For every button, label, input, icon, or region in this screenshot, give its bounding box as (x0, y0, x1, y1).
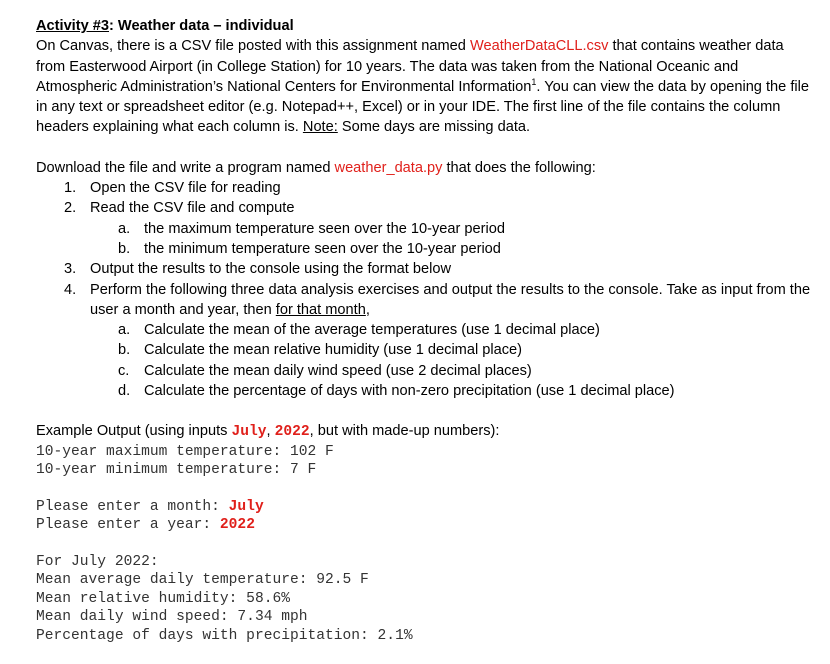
list-item (36, 280, 816, 402)
step-text: Open the CSV file for reading (90, 180, 281, 197)
step2-sublist (90, 219, 816, 260)
intro-text-2: that contains weather data from Easterwood Airport (in College Station) for 10 years. The data was taken from the National Oceanic and Atmospheric Administration’s National Centers for Environmental Information (36, 38, 784, 95)
csv-filename: WeatherDataCLL.csv (469, 38, 609, 55)
steps-list (36, 178, 816, 401)
sub-list-item (90, 340, 816, 360)
download-instruction (36, 158, 816, 178)
step-text: Perform the following three data analysis exercises and output the results to the console. Take as input from the user a month and year, then (90, 281, 811, 318)
sub-text: Calculate the mean relative humidity (use 1 decimal place) (144, 342, 522, 359)
intro-text-4: Some days are missing data. (337, 119, 531, 136)
output-header: For July 2022: (36, 553, 159, 570)
list-item (36, 178, 816, 198)
sub-list-item (90, 381, 816, 401)
month-prompt-text: Please enter a month: (36, 498, 229, 515)
sub-list-item (90, 219, 816, 239)
year-input-value: 2022 (219, 517, 255, 534)
intro-text-3: . You can view the data by opening the file in any text or spreadsheet editor (e.g. Notepad++, Excel) or in your IDE. The first line of the file contains the column headers explaining what each column is. (36, 78, 809, 136)
example-month: July (231, 424, 267, 441)
sub-list-item (90, 361, 816, 381)
sub-letter: c. (118, 362, 130, 379)
sub-text: Calculate the percentage of days with non-zero precipitation (use 1 decimal place) (144, 383, 675, 400)
output-max-line: 10-year maximum temperature: 102 F (36, 443, 334, 460)
output-mean-humidity: Mean relative humidity: 58.6% (36, 590, 290, 607)
step4-sublist (90, 320, 816, 401)
example-output (36, 443, 816, 646)
sub-text: Calculate the mean daily wind speed (use 2 decimal places) (144, 362, 532, 379)
sub-letter: b. (118, 240, 131, 257)
step-tail: , (365, 301, 370, 318)
sub-text: the minimum temperature seen over the 10-year period (144, 240, 501, 257)
year-prompt-text: Please enter a year: (36, 517, 220, 534)
example-text-2: , but with made-up numbers): (309, 423, 500, 440)
list-item (36, 259, 816, 279)
output-year-prompt (36, 516, 816, 535)
intro-text-1: On Canvas, there is a CSV file posted with this assignment named (36, 38, 470, 55)
step-number: 3. (64, 261, 77, 278)
step-number: 2. (64, 200, 77, 217)
example-year: 2022 (274, 424, 310, 441)
download-text-1: Download the file and write a program named (36, 159, 335, 176)
program-filename: weather_data.py (334, 159, 443, 176)
download-text-2: that does the following: (442, 159, 596, 176)
footnote-marker: 1 (531, 77, 537, 88)
sub-text: Calculate the mean of the average temperatures (use 1 decimal place) (144, 322, 600, 339)
activity-number: Activity #3 (36, 18, 110, 34)
sub-list-item (90, 320, 816, 340)
note-label: Note: (302, 119, 338, 136)
example-sep: , (266, 423, 275, 440)
output-min-line: 10-year minimum temperature: 7 F (36, 462, 317, 479)
sub-letter: d. (118, 383, 131, 400)
intro-paragraph (36, 36, 816, 137)
step-text: Read the CSV file and compute (90, 200, 295, 217)
example-caption (36, 421, 816, 442)
activity-title-text: : Weather data – individual (109, 18, 294, 34)
example-text-1: Example Output (using inputs (36, 423, 232, 440)
output-month-prompt (36, 498, 816, 517)
output-pct-precip: Percentage of days with precipitation: 2.1% (36, 627, 413, 644)
step-text: Output the results to the console using the format below (90, 261, 451, 278)
activity-title (36, 16, 816, 36)
step-underline-text: for that month (275, 301, 366, 318)
sub-letter: b. (118, 342, 131, 359)
sub-letter: a. (118, 220, 131, 237)
assignment-document (36, 16, 816, 645)
output-mean-temp: Mean average daily temperature: 92.5 F (36, 572, 369, 589)
output-mean-wind: Mean daily wind speed: 7.34 mph (36, 609, 308, 626)
sub-text: the maximum temperature seen over the 10-year period (144, 220, 505, 237)
month-input-value: July (228, 498, 264, 515)
sub-letter: a. (118, 322, 131, 339)
step-number: 4. (64, 281, 77, 298)
step-number: 1. (64, 180, 77, 197)
list-item (36, 198, 816, 259)
sub-list-item (90, 239, 816, 259)
